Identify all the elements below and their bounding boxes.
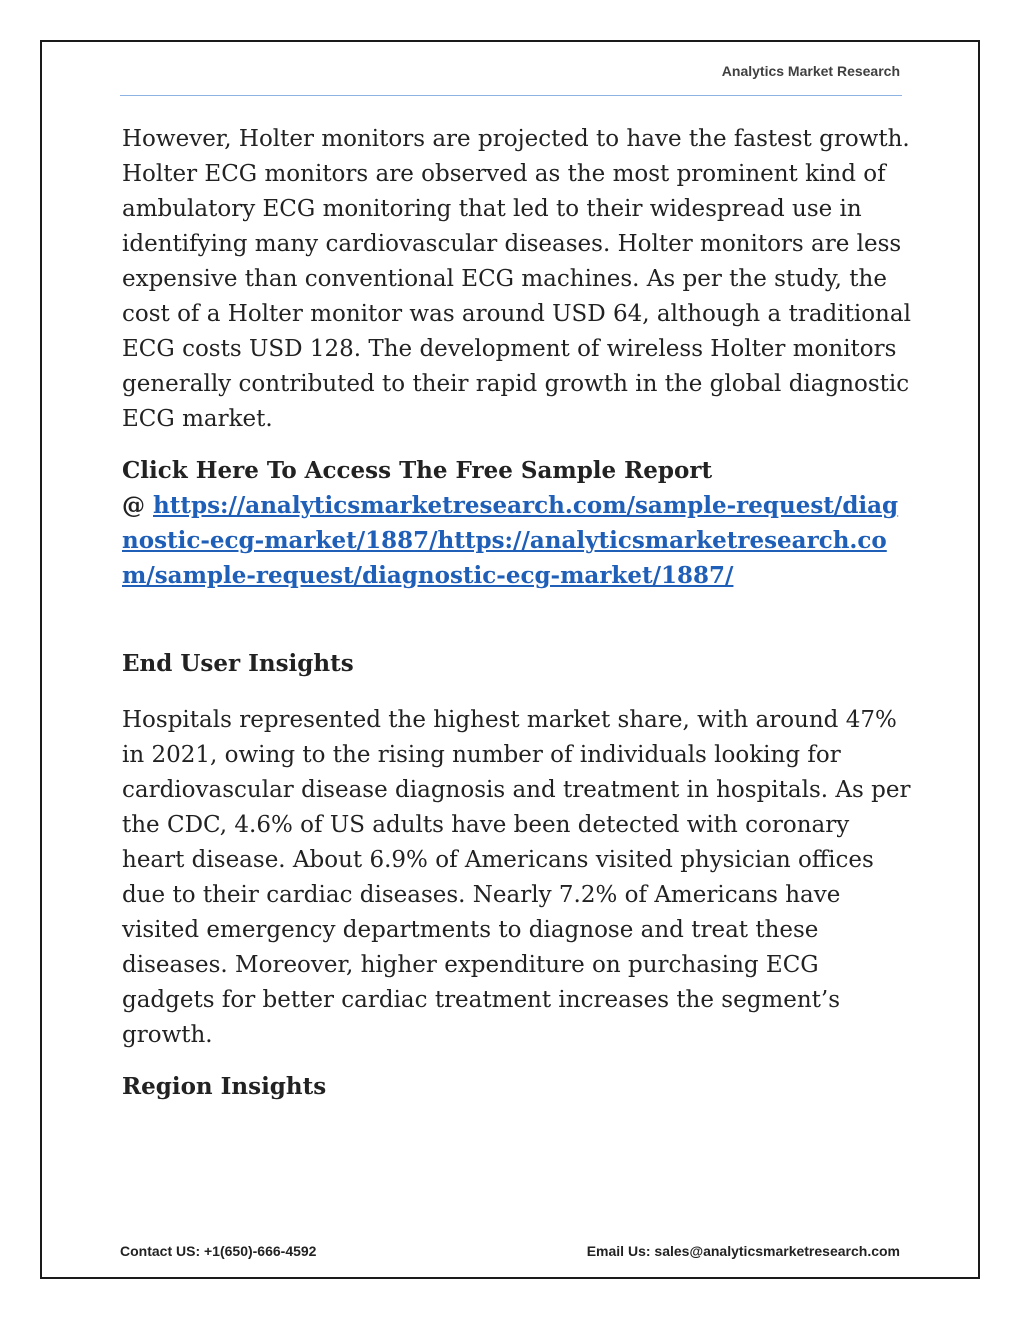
sample-report-cta	[122, 453, 912, 593]
end-user-paragraph: Hospitals represented the highest market share, with around 47% in 2021, owing to the rising number of individuals looking for cardiovascular disease diagnosis and treatment in hospitals. As per the CDC, 4.6% of US adults have been detected with coronary heart disease. About 6.9% of Americans visited physician offices due to their cardiac diseases. Nearly 7.2% of Americans have visited emergency departments to diagnose and treat these diseases. Moreover, higher expenditure on purchasing ECG gadgets for better cardiac treatment increases the segment’s growth.	[122, 707, 911, 1048]
cta-link-line	[122, 488, 912, 593]
intro-paragraph: However, Holter monitors are projected to have the fastest growth. Holter ECG monitors are observed as the most prominent kind of ambulatory ECG monitoring that led to their widespread use in identifying many cardiovascular diseases. Holter monitors are less expensive than conventional ECG machines. As per the study, the cost of a Holter monitor was around USD 64, although a traditional ECG costs USD 128. The development of wireless Holter monitors generally contributed to their rapid growth in the global diagnostic ECG market.	[122, 126, 911, 432]
cta-at-sign: @	[122, 492, 154, 519]
page-frame	[40, 40, 980, 1279]
sample-report-link[interactable]: https://analyticsmarketresearch.com/sample-request/diagnostic-ecg-market/1887/https://analyticsmarketresearch.com/sample-request/diagnostic-ecg-market/1887/	[122, 492, 899, 589]
footer-contact-email: Email Us: sales@analyticsmarketresearch.com	[586, 1243, 900, 1259]
document-body	[122, 122, 912, 1104]
footer-contact-phone: Contact US: +1(650)-666-4592	[120, 1243, 317, 1259]
header-title: Analytics Market Research	[721, 63, 900, 79]
region-heading: Region Insights	[122, 1073, 327, 1100]
cta-label: Click Here To Access The Free Sample Report	[122, 457, 713, 484]
header-divider	[120, 95, 902, 96]
end-user-heading: End User Insights	[122, 650, 354, 677]
